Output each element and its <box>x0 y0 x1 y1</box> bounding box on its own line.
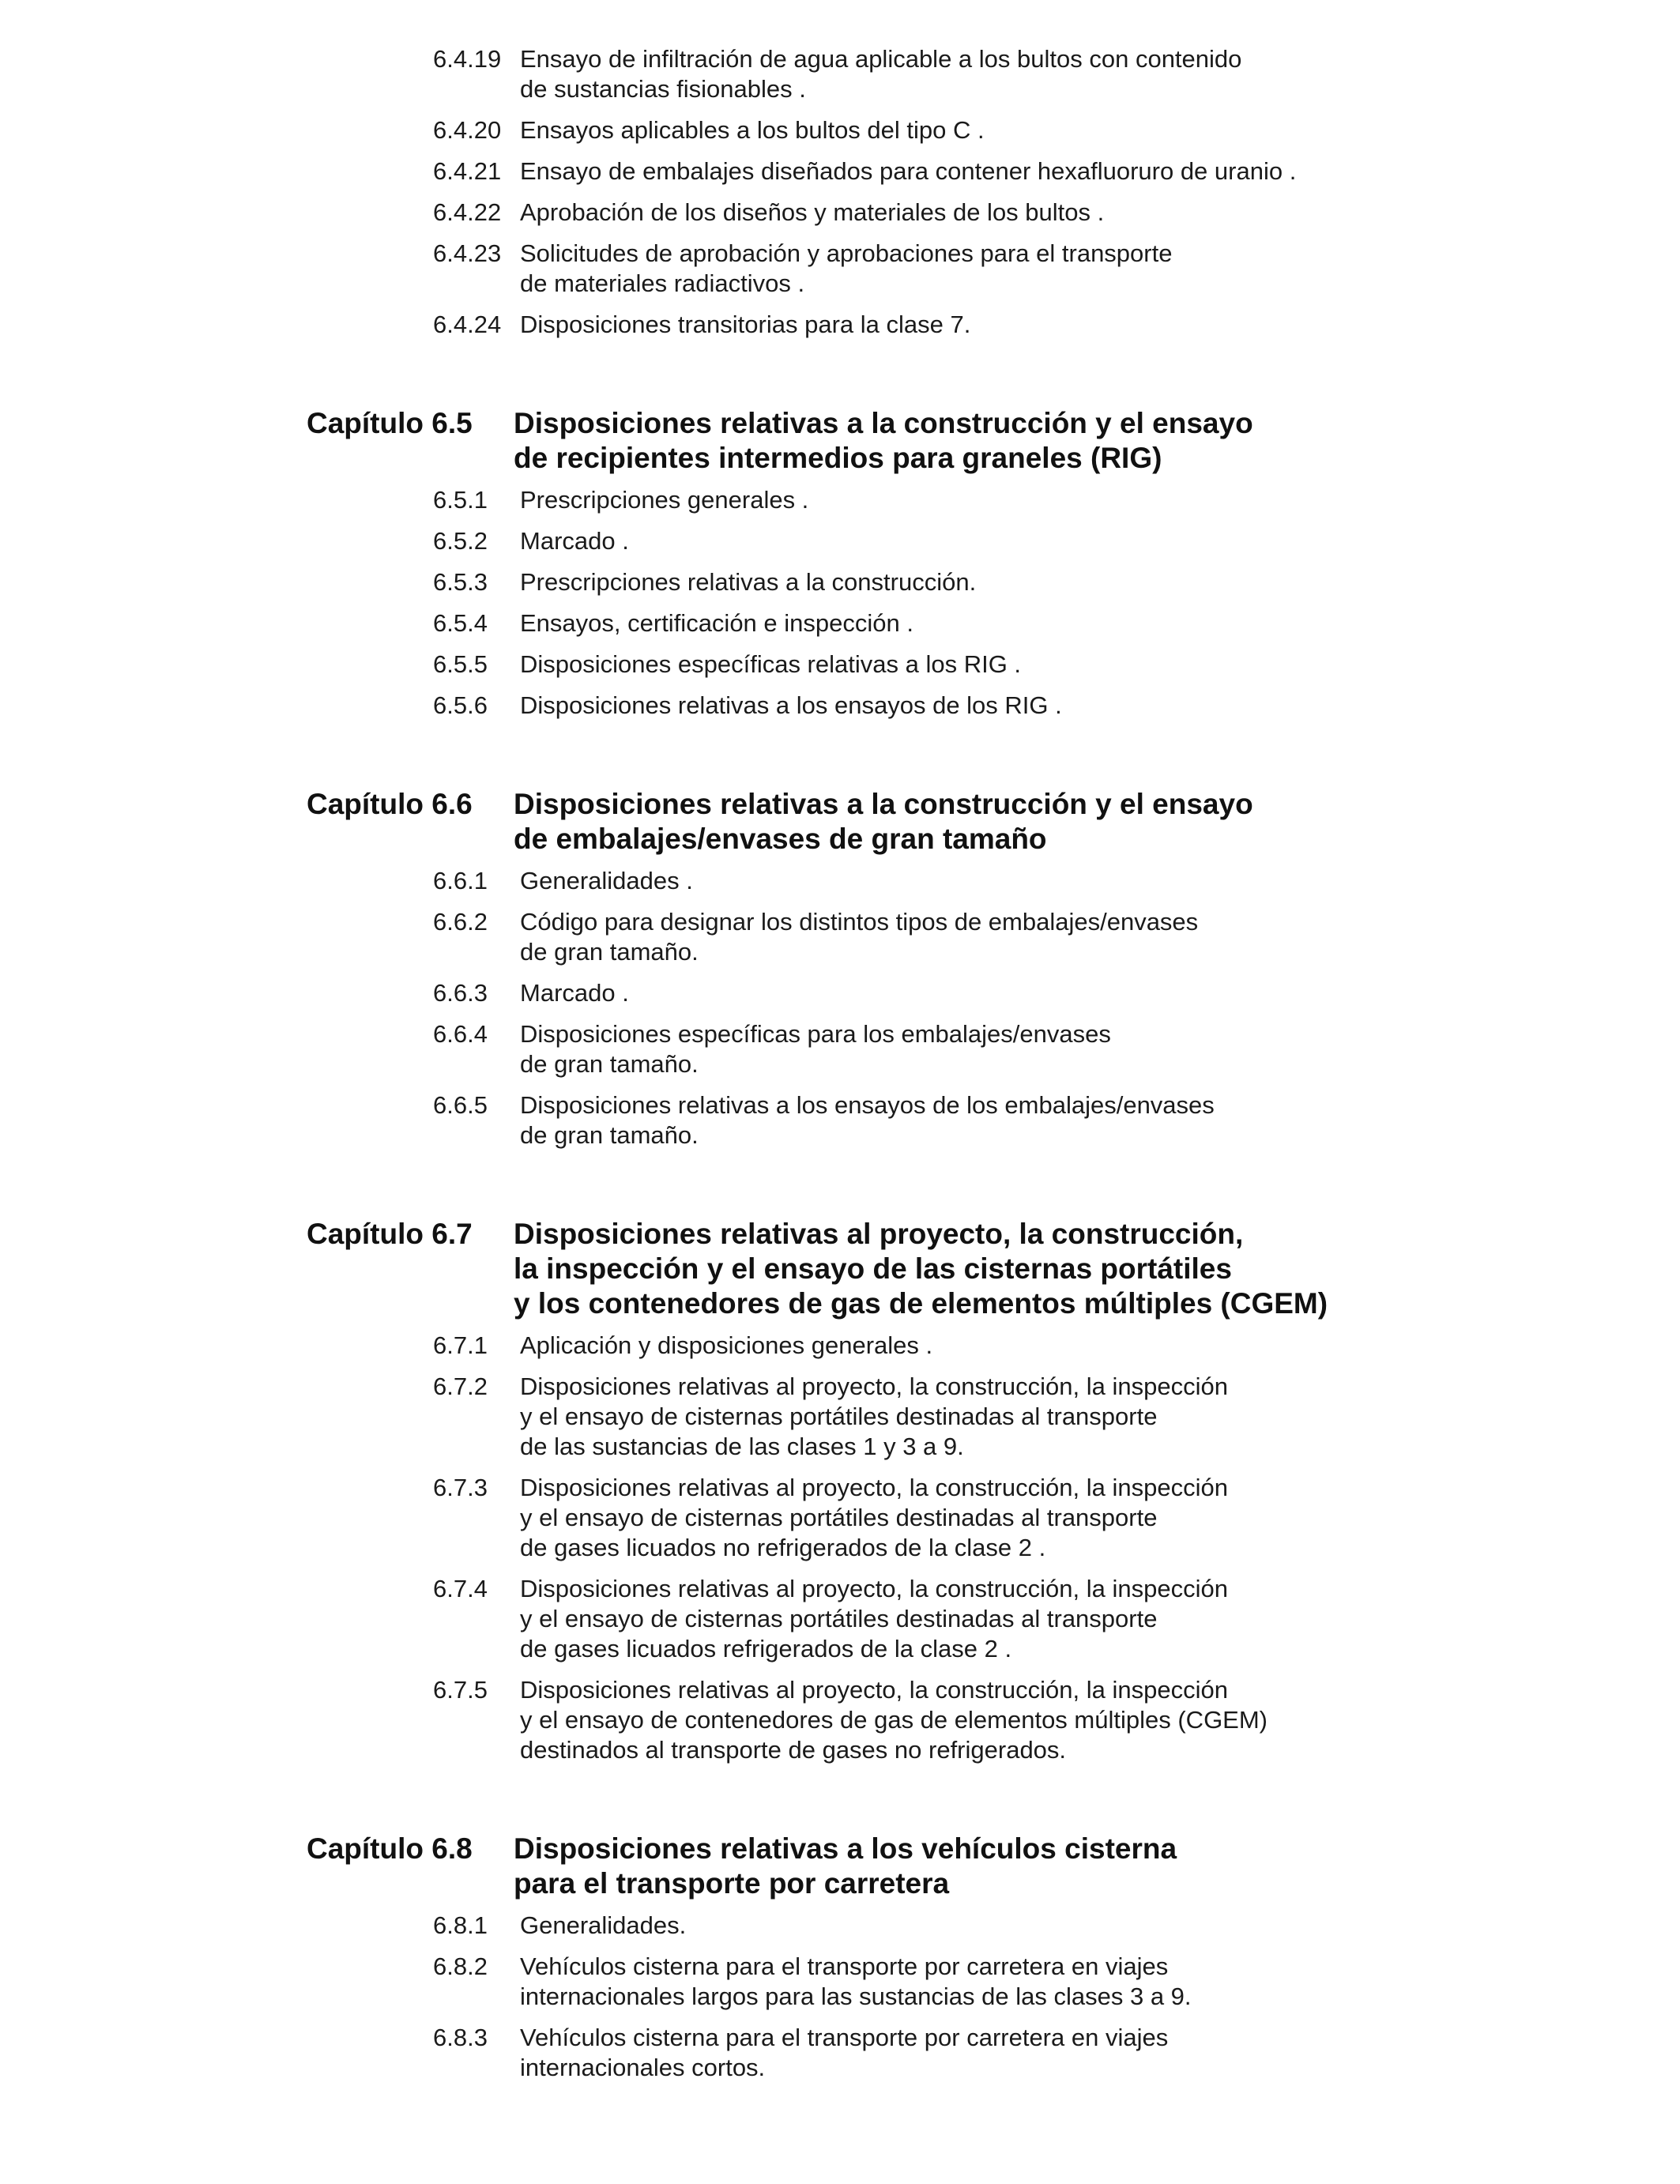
toc-entry-6-6-4 <box>433 1019 1680 1079</box>
toc-entry-6-7-3 <box>433 1473 1680 1563</box>
entry-title: Generalidades . <box>520 867 693 894</box>
entry-number: 6.4.20 <box>433 116 502 144</box>
entry-number: 6.5.2 <box>433 527 488 555</box>
entry-title: Ensayos aplicables a los bultos del tipo C . <box>520 116 985 144</box>
section-6-8 <box>0 1832 1680 2083</box>
toc-entry-6-7-5 <box>433 1675 1680 1765</box>
toc-entry-6-5-3 <box>433 567 1680 597</box>
chapter-label: Capítulo 6.5 <box>307 407 473 439</box>
entry-title: Aprobación de los diseños y materiales de los bultos . <box>520 198 1105 226</box>
section-6-4 <box>0 44 1680 340</box>
entry-title: Disposiciones relativas al proyecto, la construcción, la inspección y el ensayo de cisternas portátiles destinadas al transporte de gases licuados no refrigerados de la clase 2 . <box>520 1474 1228 1561</box>
entry-title: Disposiciones relativas al proyecto, la construcción, la inspección y el ensayo de contenedores de gas de elementos múltiples (CGEM) destinados al transporte de gases no refrigerados. <box>520 1676 1268 1764</box>
section-6-5 <box>0 406 1680 721</box>
chapter-title: Disposiciones relativas al proyecto, la construcción, la inspección y el ensayo de las cisternas portátiles y los contenedores de gas de elementos múltiples (CGEM) <box>514 1218 1328 1320</box>
toc-entry-6-4-22 <box>433 198 1680 228</box>
toc-entry-6-8-1 <box>433 1911 1680 1941</box>
toc-entry-6-5-1 <box>433 485 1680 515</box>
entry-number: 6.6.1 <box>433 867 488 894</box>
entry-title: Disposiciones específicas para los embalajes/envases de gran tamaño. <box>520 1020 1111 1078</box>
entry-number: 6.6.3 <box>433 979 488 1007</box>
entry-number: 6.8.1 <box>433 1911 488 1939</box>
entry-number: 6.7.5 <box>433 1676 488 1704</box>
entry-title: Disposiciones relativas al proyecto, la construcción, la inspección y el ensayo de cisternas portátiles destinadas al transporte de gases licuados refrigerados de la clase 2 . <box>520 1575 1228 1662</box>
toc-entry-6-5-2 <box>433 526 1680 556</box>
entry-number: 6.6.5 <box>433 1091 488 1119</box>
entry-number: 6.5.4 <box>433 609 488 637</box>
entry-title: Aplicación y disposiciones generales . <box>520 1331 933 1359</box>
chapter-title: Disposiciones relativas a la construcción y el ensayo de recipientes intermedios para graneles (RIG) <box>514 407 1253 474</box>
section-6-6 <box>0 787 1680 1150</box>
toc-entry-6-4-24 <box>433 310 1680 340</box>
chapter-heading <box>307 1832 1680 1901</box>
entry-number: 6.4.19 <box>433 45 502 73</box>
entry-title: Ensayos, certificación e inspección . <box>520 609 913 637</box>
chapter-heading <box>307 406 1680 476</box>
entry-title: Vehículos cisterna para el transporte por carretera en viajes internacionales cortos. <box>520 2024 1169 2081</box>
entry-number: 6.8.2 <box>433 1952 488 1980</box>
entry-number: 6.4.23 <box>433 239 502 267</box>
entry-title: Prescripciones generales . <box>520 486 809 514</box>
entry-title: Disposiciones relativas al proyecto, la construcción, la inspección y el ensayo de cisternas portátiles destinadas al transporte de las sustancias de las clases 1 y 3 a 9. <box>520 1373 1228 1460</box>
entry-title: Ensayo de infiltración de agua aplicable a los bultos con contenido de sustancias fisionables . <box>520 45 1242 103</box>
chapter-label: Capítulo 6.6 <box>307 788 473 820</box>
entry-title: Solicitudes de aprobación y aprobaciones para el transporte de materiales radiactivos . <box>520 239 1173 297</box>
entry-number: 6.4.22 <box>433 198 502 226</box>
toc-entry-6-8-2 <box>433 1952 1680 2012</box>
toc-entry-6-7-1 <box>433 1331 1680 1361</box>
entry-title: Vehículos cisterna para el transporte por carretera en viajes internacionales largos para las sustancias de las clases 3 a 9. <box>520 1952 1192 2010</box>
entry-number: 6.5.1 <box>433 486 488 514</box>
entry-title: Disposiciones transitorias para la clase 7. <box>520 311 971 338</box>
toc-entry-6-5-5 <box>433 650 1680 680</box>
entry-number: 6.5.3 <box>433 568 488 596</box>
toc-entry-6-7-4 <box>433 1574 1680 1664</box>
entry-title: Marcado . <box>520 527 629 555</box>
entry-number: 6.7.4 <box>433 1575 488 1602</box>
toc-entry-6-4-23 <box>433 239 1680 299</box>
entry-number: 6.6.4 <box>433 1020 488 1048</box>
entry-title: Disposiciones relativas a los ensayos de los embalajes/envases de gran tamaño. <box>520 1091 1215 1149</box>
entry-number: 6.8.3 <box>433 2024 488 2051</box>
toc-entry-6-4-20 <box>433 115 1680 145</box>
entry-title: Ensayo de embalajes diseñados para contener hexafluoruro de uranio . <box>520 157 1297 185</box>
entry-number: 6.7.2 <box>433 1373 488 1400</box>
entry-number: 6.7.1 <box>433 1331 488 1359</box>
entry-number: 6.7.3 <box>433 1474 488 1501</box>
toc-entry-6-7-2 <box>433 1372 1680 1462</box>
toc-entry-6-5-4 <box>433 608 1680 638</box>
entry-number: 6.4.21 <box>433 157 502 185</box>
toc-entry-6-4-19 <box>433 44 1680 104</box>
toc-entry-6-5-6 <box>433 691 1680 721</box>
table-of-contents <box>0 44 1680 2094</box>
entry-number: 6.4.24 <box>433 311 502 338</box>
chapter-label: Capítulo 6.8 <box>307 1832 473 1865</box>
entry-title: Marcado . <box>520 979 629 1007</box>
entry-number: 6.5.5 <box>433 650 488 678</box>
entry-number: 6.6.2 <box>433 908 488 936</box>
section-6-7 <box>0 1217 1680 1765</box>
chapter-title: Disposiciones relativas a los vehículos cisterna para el transporte por carretera <box>514 1832 1177 1900</box>
chapter-title: Disposiciones relativas a la construcción y el ensayo de embalajes/envases de gran tamaño <box>514 788 1253 855</box>
entry-title: Prescripciones relativas a la construcción. <box>520 568 977 596</box>
toc-entry-6-6-2 <box>433 907 1680 967</box>
chapter-heading <box>307 1217 1680 1321</box>
entry-number: 6.5.6 <box>433 691 488 719</box>
entry-title: Disposiciones relativas a los ensayos de los RIG . <box>520 691 1062 719</box>
chapter-heading <box>307 787 1680 857</box>
entry-title: Generalidades. <box>520 1911 687 1939</box>
toc-entry-6-4-21 <box>433 156 1680 186</box>
toc-entry-6-6-5 <box>433 1090 1680 1150</box>
toc-entry-6-6-3 <box>433 978 1680 1008</box>
entry-title: Disposiciones específicas relativas a los RIG . <box>520 650 1022 678</box>
entry-title: Código para designar los distintos tipos de embalajes/envases de gran tamaño. <box>520 908 1199 966</box>
chapter-label: Capítulo 6.7 <box>307 1218 473 1250</box>
toc-entry-6-6-1 <box>433 866 1680 896</box>
toc-entry-6-8-3 <box>433 2023 1680 2083</box>
